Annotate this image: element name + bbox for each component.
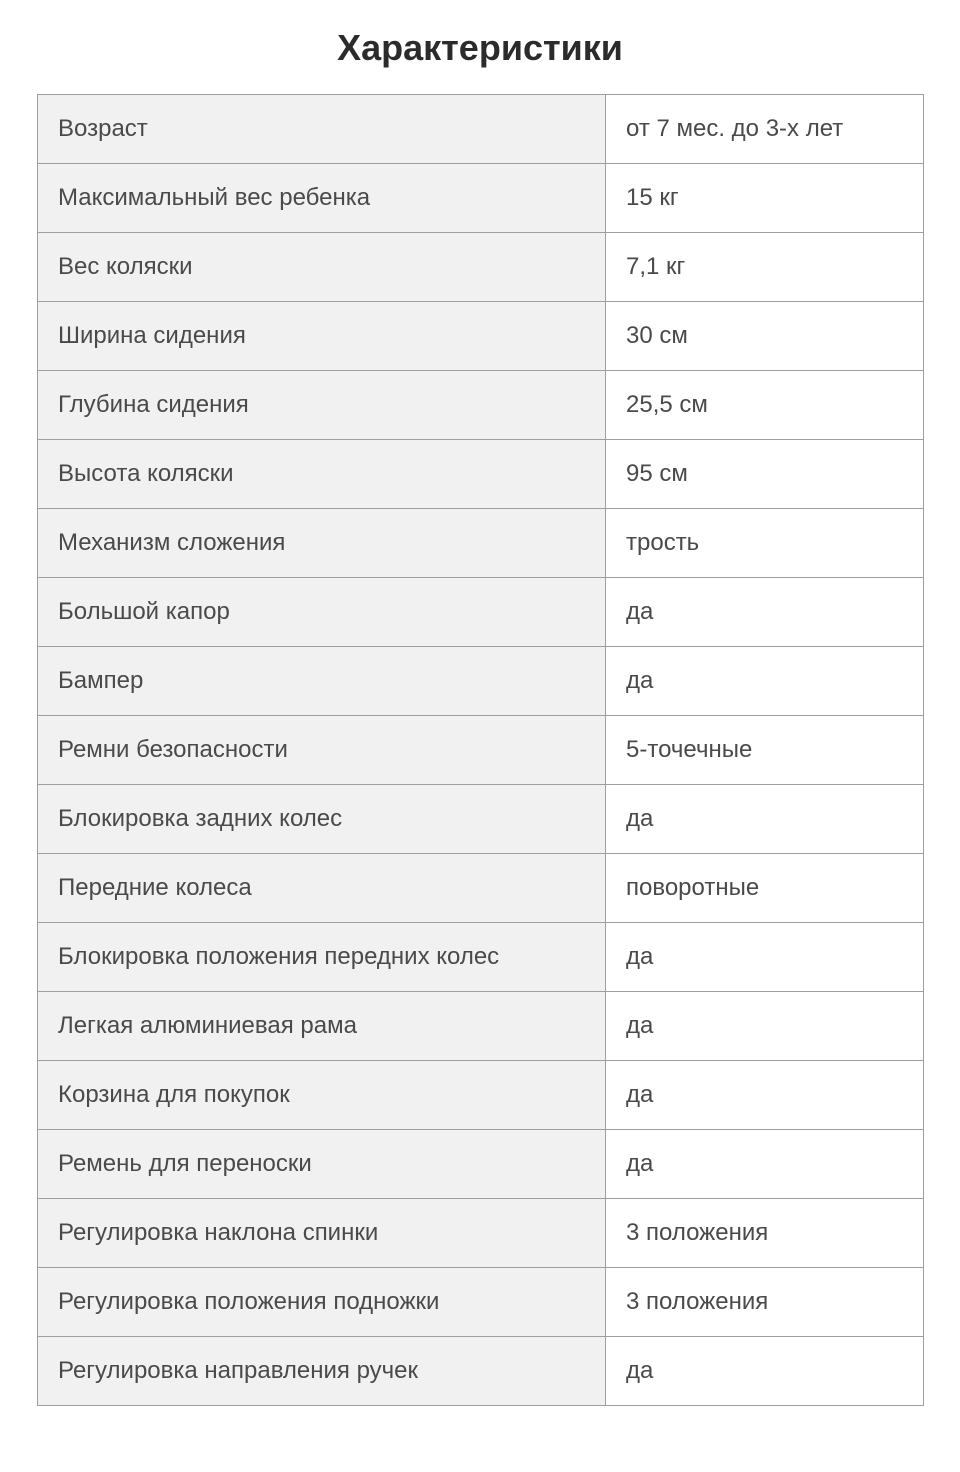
spec-value: 25,5 см [606,371,924,440]
table-row [38,854,924,923]
table-row [38,440,924,509]
spec-value: 15 кг [606,164,924,233]
specifications-table [37,94,924,1406]
spec-label: Большой капор [38,578,606,647]
table-row [38,164,924,233]
spec-value: да [606,1061,924,1130]
spec-label: Передние колеса [38,854,606,923]
table-row [38,233,924,302]
spec-label: Максимальный вес ребенка [38,164,606,233]
table-row [38,923,924,992]
spec-value: от 7 мес. до 3-х лет [606,95,924,164]
spec-label: Блокировка задних колес [38,785,606,854]
spec-label: Блокировка положения передних колес [38,923,606,992]
spec-value: 30 см [606,302,924,371]
spec-value: трость [606,509,924,578]
spec-label: Регулировка наклона спинки [38,1199,606,1268]
spec-value: да [606,1130,924,1199]
spec-label: Ремень для переноски [38,1130,606,1199]
spec-value: да [606,647,924,716]
spec-label: Механизм сложения [38,509,606,578]
spec-value: 5-точечные [606,716,924,785]
table-row [38,1268,924,1337]
table-row [38,1130,924,1199]
spec-label: Корзина для покупок [38,1061,606,1130]
spec-value: да [606,923,924,992]
spec-label: Высота коляски [38,440,606,509]
table-row [38,647,924,716]
table-row [38,578,924,647]
table-row [38,1061,924,1130]
table-row [38,509,924,578]
table-row [38,716,924,785]
spec-label: Глубина сидения [38,371,606,440]
spec-label: Возраст [38,95,606,164]
spec-value: 95 см [606,440,924,509]
spec-label: Ремни безопасности [38,716,606,785]
spec-label: Регулировка направления ручек [38,1337,606,1406]
table-row [38,1199,924,1268]
spec-value: 3 положения [606,1199,924,1268]
spec-value: 3 положения [606,1268,924,1337]
table-row [38,1337,924,1406]
spec-value: да [606,578,924,647]
table-row [38,95,924,164]
spec-label: Легкая алюминиевая рама [38,992,606,1061]
spec-value: поворотные [606,854,924,923]
spec-label: Бампер [38,647,606,716]
page-title: Характеристики [337,27,623,68]
spec-value: 7,1 кг [606,233,924,302]
spec-value: да [606,785,924,854]
spec-label: Регулировка положения подножки [38,1268,606,1337]
spec-value: да [606,1337,924,1406]
table-row [38,302,924,371]
table-row [38,992,924,1061]
table-row [38,785,924,854]
table-row [38,371,924,440]
spec-label: Вес коляски [38,233,606,302]
specifications-table-body [38,95,924,1406]
spec-label: Ширина сидения [38,302,606,371]
spec-value: да [606,992,924,1061]
